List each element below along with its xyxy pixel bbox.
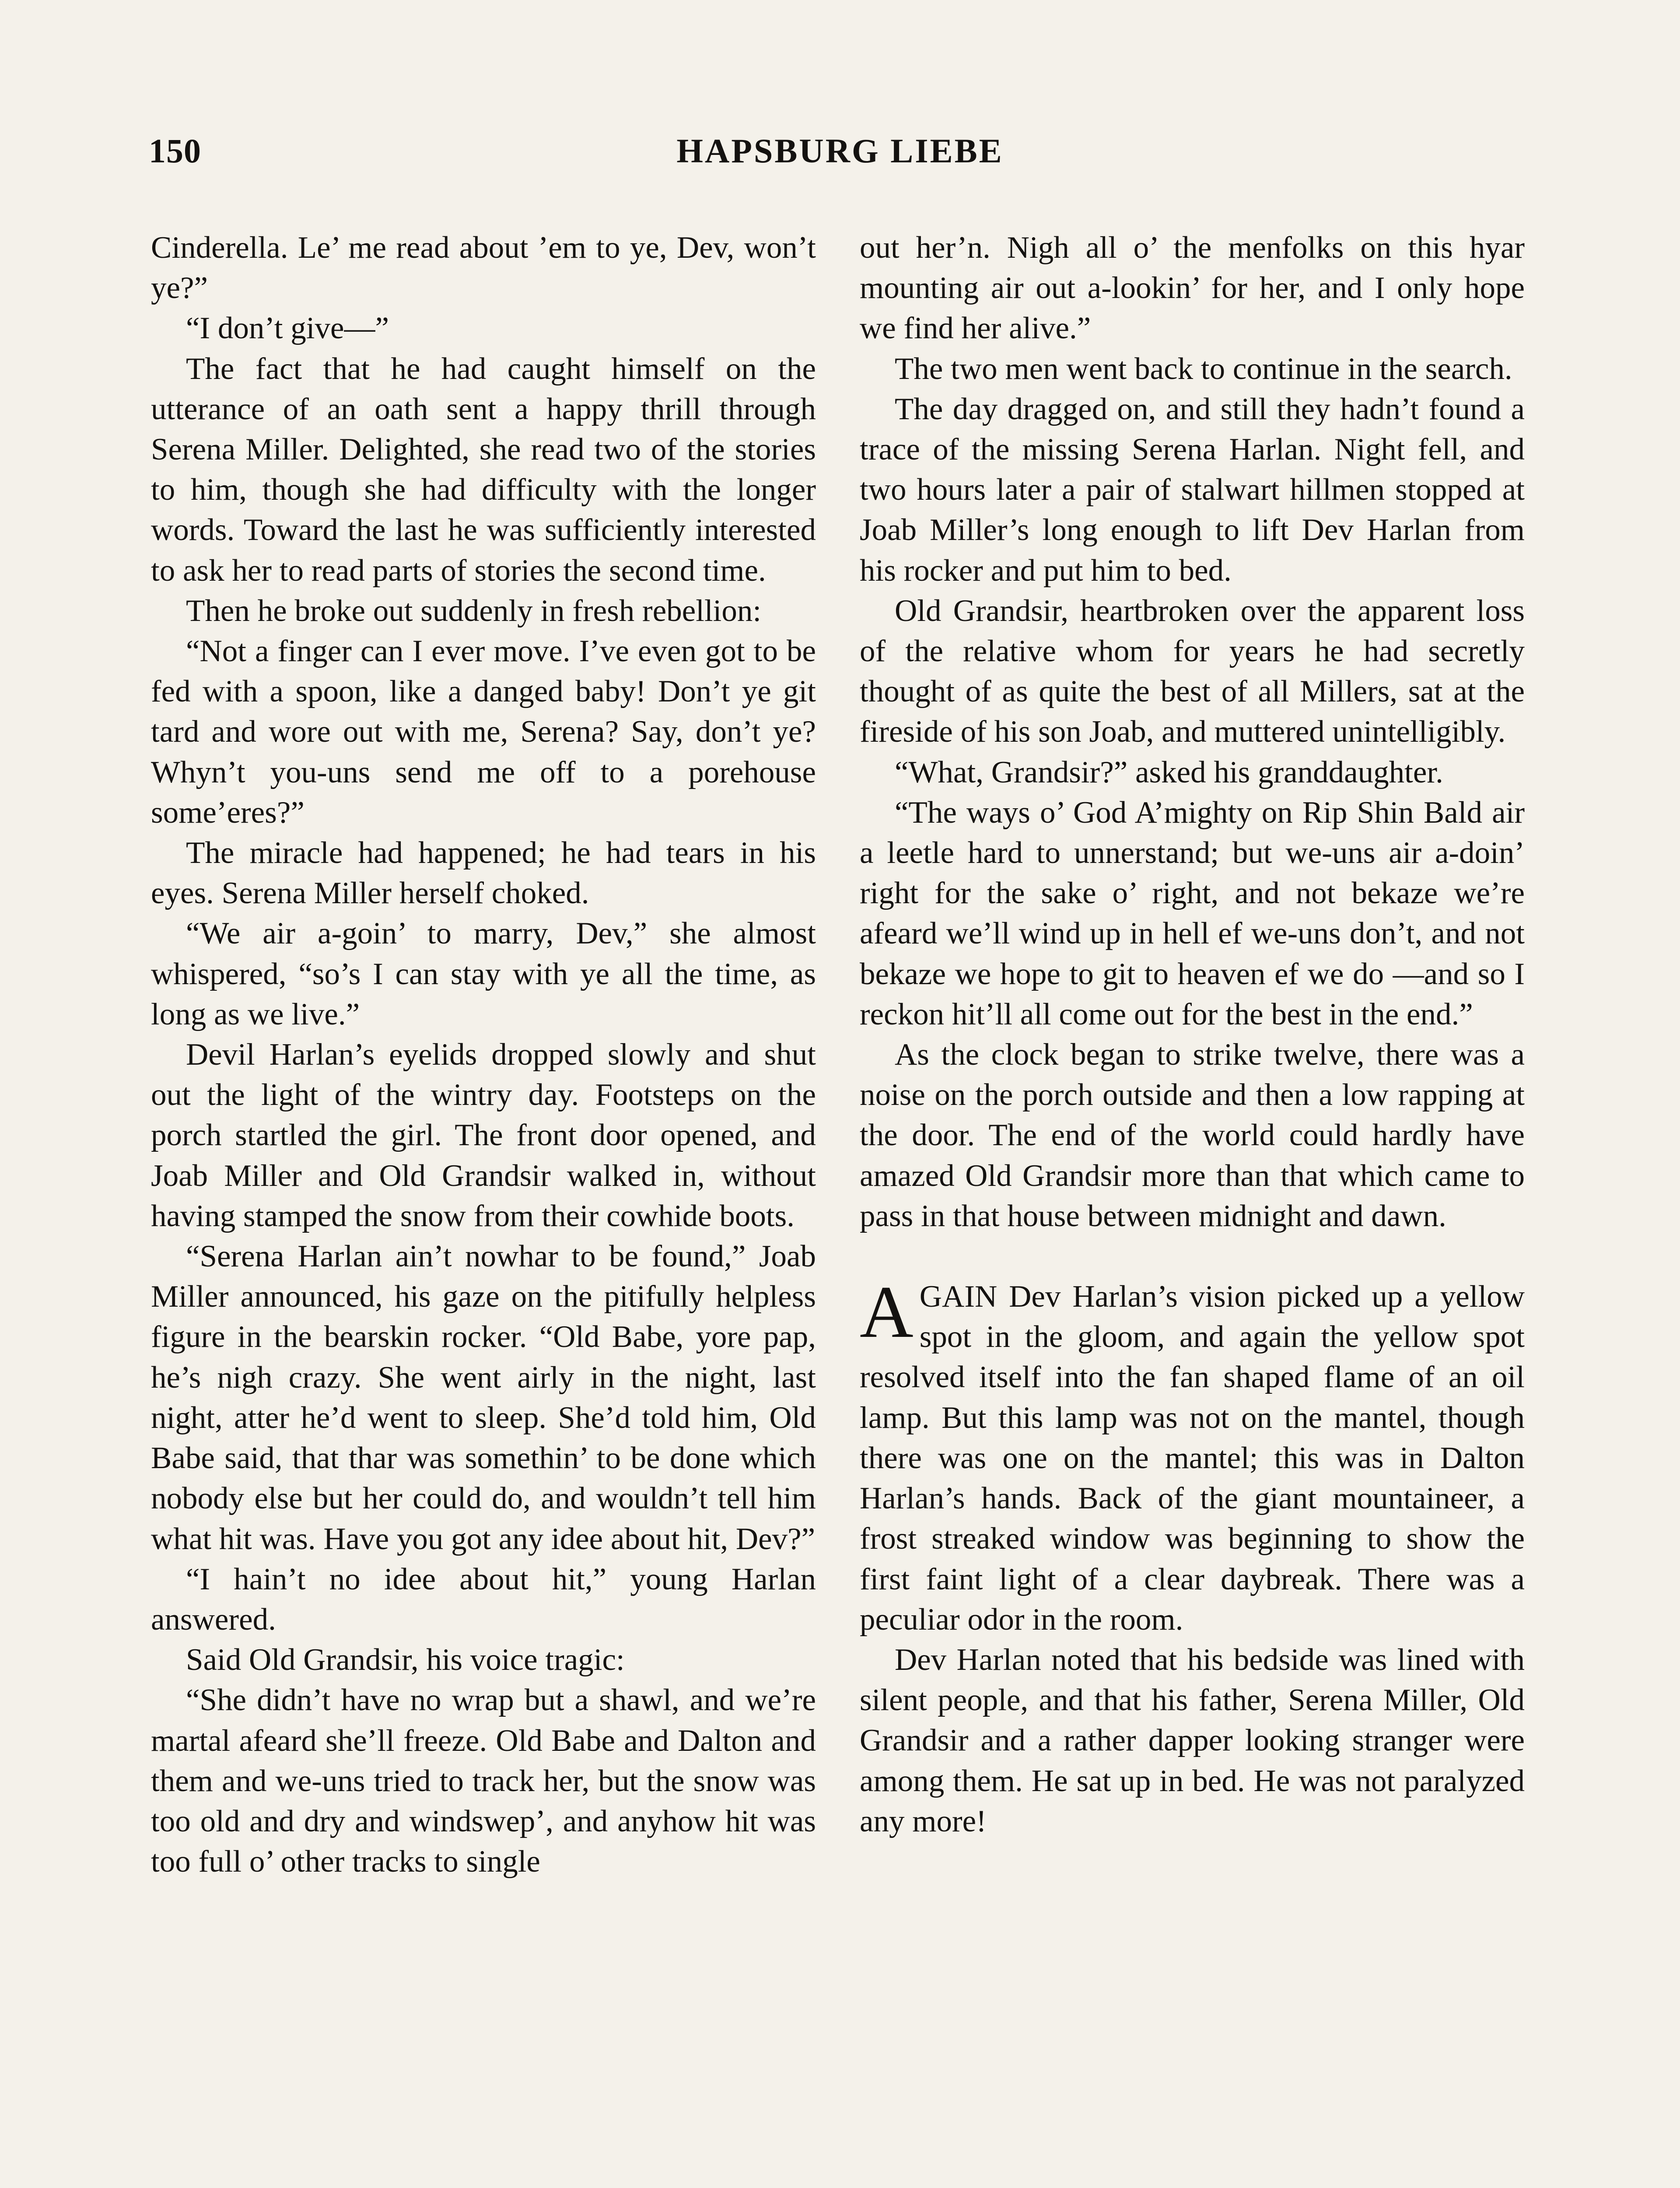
paragraph: “She didn’t have no wrap but a shawl, and we’re martal afeard she’ll freeze. Old Babe and Dalton and them and we-uns tried to track her, but the snow was too old and dry and windswep’, and anyhow hit was too full o’ other tracks to single <box>151 1683 816 1879</box>
section-break <box>860 1236 1525 1276</box>
paragraph: The day dragged on, and still they hadn’t found a trace of the missing Serena Harlan. Night fell, and two hours later a pair of stalwart hillmen stopped at Joab Miller’s long enough to lift Dev Harlan from his rocker and put him to bed. <box>860 392 1525 588</box>
paragraph: out her’n. Nigh all o’ the menfolks on this hyar mounting air out a-lookin’ for her, and I only hope we find her alive.” <box>860 231 1525 346</box>
paragraph: “I don’t give—” <box>186 311 389 346</box>
paragraph: “Serena Harlan ain’t nowhar to be found,” Joab Miller announced, his gaze on the pitifully helpless figure in the bearskin rocker. “Old Babe, yore pap, he’s nigh crazy. She went airly in the night, last night, atter he’d went to sleep. She’d told him, Old Babe said, that thar was somethin’ to be done which nobody else but her could do, and wouldn’t tell him what hit was. Have you got any idee about hit, Dev?” <box>151 1239 816 1556</box>
section-opening-paragraph <box>860 1271 1525 1640</box>
paragraph: Said Old Grandsir, his voice tragic: <box>186 1643 625 1677</box>
paragraph: The two men went back to continue in the search. <box>895 351 1512 386</box>
page-number: 150 <box>149 132 201 170</box>
paragraph: “The ways o’ God A’mighty on Rip Shin Bald air a leetle hard to unnerstand; but we-uns air a-doin’ right for the sake o’ right, and not bekaze we’re afeard we’ll wind up in hell ef we-uns don’t, and not bekaze we hope to git to heaven ef we do —and so I reckon hit’ll all come out for the best in the end.” <box>860 795 1525 1031</box>
paragraph: “I hain’t no idee about hit,” young Harlan answered. <box>151 1562 816 1637</box>
section-opening-text: GAIN Dev Harlan’s vision picked up a yellow spot in the gloom, and again the yellow spot resolved itself into the fan shaped flame of an oil lamp. But this lamp was not on the mantel, though there was one on the mantel; this was in Dalton Harlan’s hands. Back of the giant mountaineer, a frost streaked window was beginning to show the first faint light of a clear daybreak. There was a peculiar odor in the room. <box>860 1280 1525 1637</box>
paragraph: “What, Grandsir?” asked his granddaughter. <box>895 755 1443 789</box>
paragraph: Old Grandsir, heartbroken over the apparent loss of the relative whom for years he had secretly thought of as quite the best of all Millers, sat at the fireside of his son Joab, and muttered unintelligibly. <box>860 593 1525 749</box>
paragraph: Devil Harlan’s eyelids dropped slowly and shut out the light of the wintry day. Footsteps on the porch startled the girl. The front door opened, and Joab Miller and Old Grandsir walked in, without having stamped the snow from their cowhide boots. <box>151 1038 816 1233</box>
paragraph: Dev Harlan noted that his bedside was lined with silent people, and that his father, Serena Miller, Old Grandsir and a rather dapper looking stranger were among them. He sat up in bed. He was not paralyzed any more! <box>860 1642 1525 1838</box>
right-column <box>860 228 1525 1841</box>
left-column <box>151 228 816 1882</box>
paragraph: Cinderella. Le’ me read about ’em to ye, Dev, won’t ye?” <box>151 231 816 305</box>
paragraph: “Not a finger can I ever move. I’ve even got to be fed with a spoon, like a danged baby! Don’t ye git tard and wore out with me, Serena? Say, don’t ye? Whyn’t you-uns send me off to a porehouse some’eres?” <box>151 634 816 830</box>
paragraph: The fact that he had caught himself on the utterance of an oath sent a happy thrill through Serena Miller. Delighted, she read two of the stories to him, though she had difficulty with the longer words. Toward the last he was sufficiently interested to ask her to read parts of stories the second time. <box>151 351 816 588</box>
page-header <box>149 131 1531 184</box>
paragraph: “We air a-goin’ to marry, Dev,” she almost whispered, “so’s I can stay with ye all the time, as long as we live.” <box>151 916 816 1031</box>
running-head: HAPSBURG LIEBE <box>676 132 1004 170</box>
paragraph: As the clock began to strike twelve, there was a noise on the porch outside and then a low rapping at the door. The end of the world could hardly have amazed Old Grandsir more than that which came to pass in that house between midnight and dawn. <box>860 1038 1525 1233</box>
drop-cap: A <box>860 1271 914 1353</box>
paragraph: The miracle had happened; he had tears in his eyes. Serena Miller herself choked. <box>151 836 816 911</box>
paragraph: Then he broke out suddenly in fresh rebellion: <box>186 593 762 628</box>
